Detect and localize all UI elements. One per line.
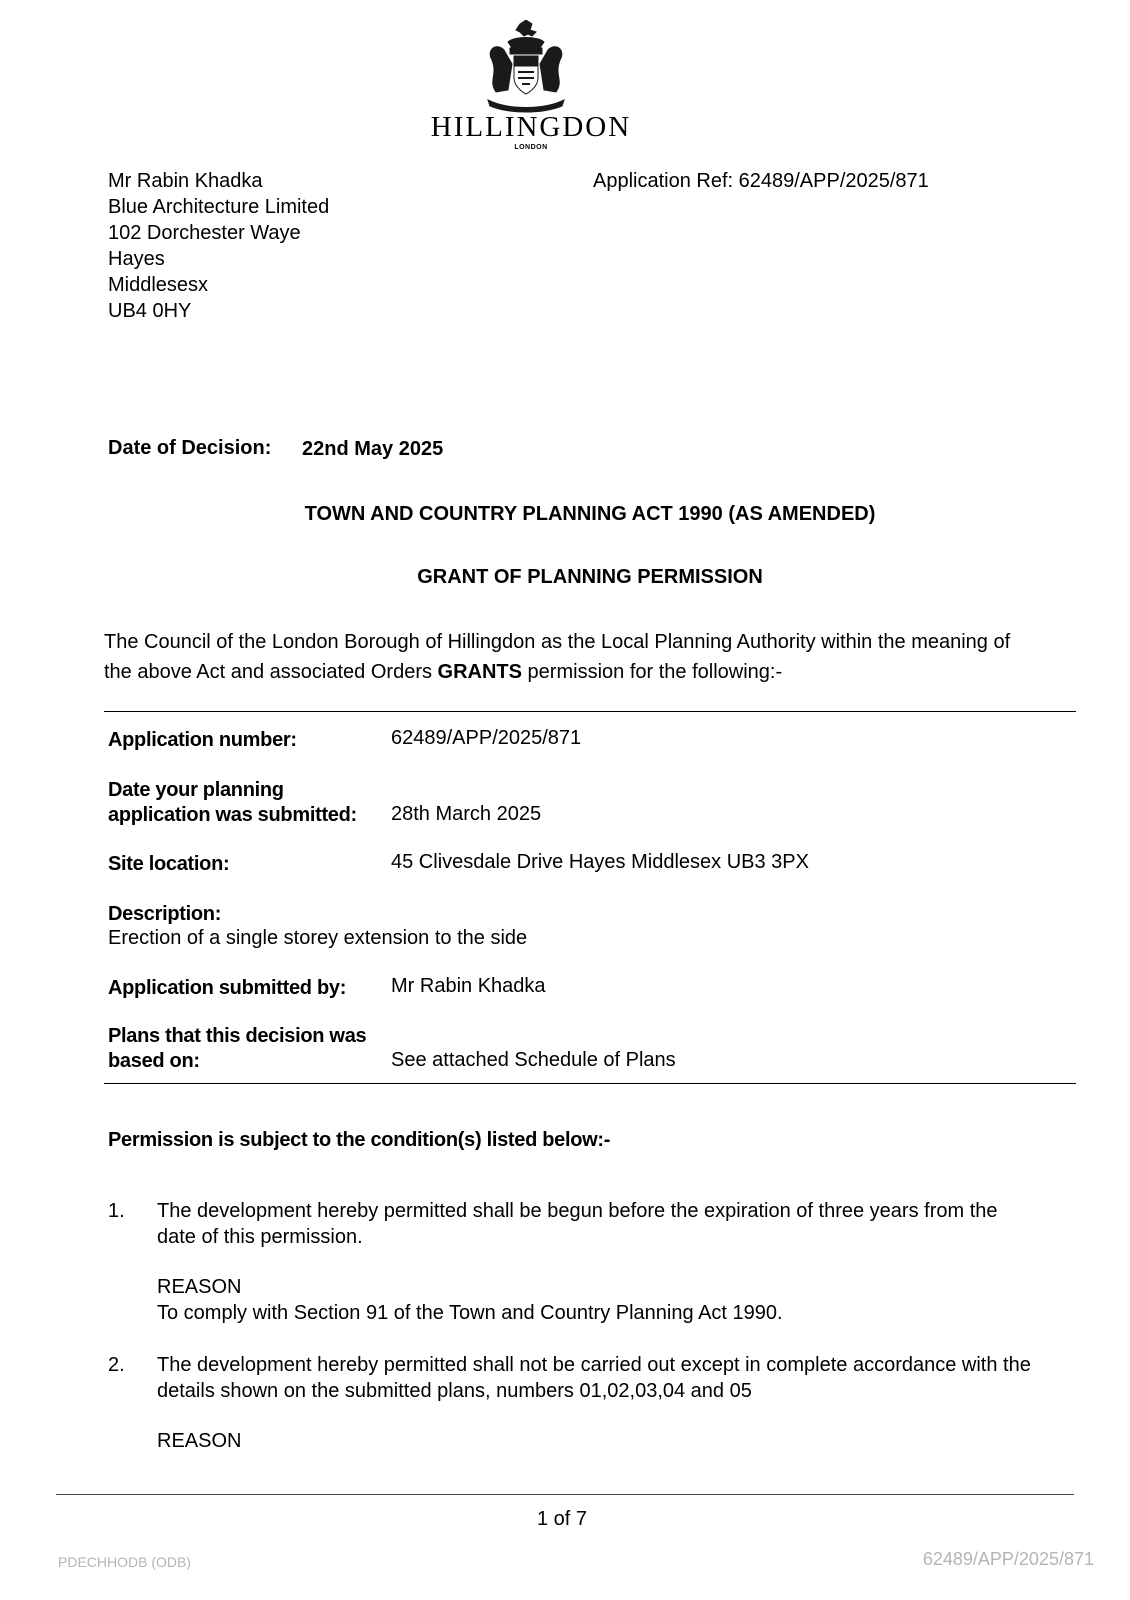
conditions-heading: Permission is subject to the condition(s) listed below:- [108, 1129, 611, 1151]
hillingdon-crest-logo [478, 20, 574, 114]
divider [104, 711, 1076, 712]
page-number: 1 of 7 [536, 1508, 588, 1530]
address-line: 102 Dorchester Waye [108, 222, 301, 244]
application-reference: Application Ref: 62489/APP/2025/871 [593, 170, 929, 192]
act-heading: TOWN AND COUNTRY PLANNING ACT 1990 (AS AMENDED) [304, 503, 876, 525]
condition-2 [157, 1352, 1077, 1454]
footer-code: PDECHHODB (ODB) [58, 1554, 192, 1570]
divider [104, 1083, 1076, 1084]
condition-line: date of this permission. [157, 1226, 363, 1248]
condition-line: The development hereby permitted shall be begun before the expiration of three years from the [157, 1200, 998, 1222]
reason-label: REASON [157, 1430, 242, 1452]
logo-subtitle: LONDON [514, 144, 548, 151]
decision-label: Date of Decision: [108, 437, 272, 459]
address-line: Middlesesx [108, 274, 209, 296]
address-line: Blue Architecture Limited [108, 196, 330, 218]
label-line: Plans that this decision was [108, 1025, 367, 1047]
submitted-by-label: Application submitted by: [108, 977, 347, 999]
description-label: Description: [108, 903, 222, 925]
condition-number: 2. [108, 1354, 125, 1376]
condition-number: 1. [108, 1200, 125, 1222]
intro-grants: GRANTS [437, 661, 522, 683]
label-line: based on: [108, 1050, 200, 1072]
recipient-address [108, 168, 329, 324]
intro-paragraph [104, 627, 1064, 687]
permission-heading: GRANT OF PLANNING PERMISSION [417, 566, 763, 588]
application-number-value: 62489/APP/2025/871 [391, 727, 582, 749]
address-line: Hayes [108, 248, 165, 270]
label-line: application was submitted: [108, 804, 357, 826]
address-line: UB4 0HY [108, 300, 192, 322]
condition-line: details shown on the submitted plans, numbers 01,02,03,04 and 05 [157, 1380, 752, 1402]
intro-line: The Council of the London Borough of Hillingdon as the Local Planning Authority within the meaning of [104, 631, 1011, 653]
decision-value: 22nd May 2025 [302, 438, 444, 460]
application-number-label: Application number: [108, 729, 297, 751]
submitted-by-value: Mr Rabin Khadka [391, 975, 546, 997]
footer-divider [56, 1494, 1074, 1495]
plans-value: See attached Schedule of Plans [391, 1049, 676, 1071]
date-submitted-value: 28th March 2025 [391, 803, 542, 825]
site-location-label: Site location: [108, 853, 230, 875]
intro-text: the above Act and associated Orders [104, 661, 438, 683]
plans-label [108, 1024, 366, 1074]
reason-label: REASON [157, 1276, 242, 1298]
footer-reference: 62489/APP/2025/871 [922, 1549, 1094, 1569]
intro-text: permission for the following:- [522, 661, 783, 683]
label-line: Date your planning [108, 779, 284, 801]
date-of-decision [108, 437, 444, 460]
reason-text: To comply with Section 91 of the Town and Country Planning Act 1990. [157, 1302, 783, 1324]
date-submitted-label [108, 778, 357, 828]
condition-line: The development hereby permitted shall not be carried out except in complete accordance with the [157, 1354, 1031, 1376]
logo-wordmark: HILLINGDON [430, 111, 632, 143]
description-value: Erection of a single storey extension to the side [108, 927, 528, 949]
address-line: Mr Rabin Khadka [108, 170, 263, 192]
intro-line [104, 657, 1064, 687]
site-location-value: 45 Clivesdale Drive Hayes Middlesex UB3 3PX [391, 851, 809, 873]
condition-1 [157, 1198, 1077, 1326]
